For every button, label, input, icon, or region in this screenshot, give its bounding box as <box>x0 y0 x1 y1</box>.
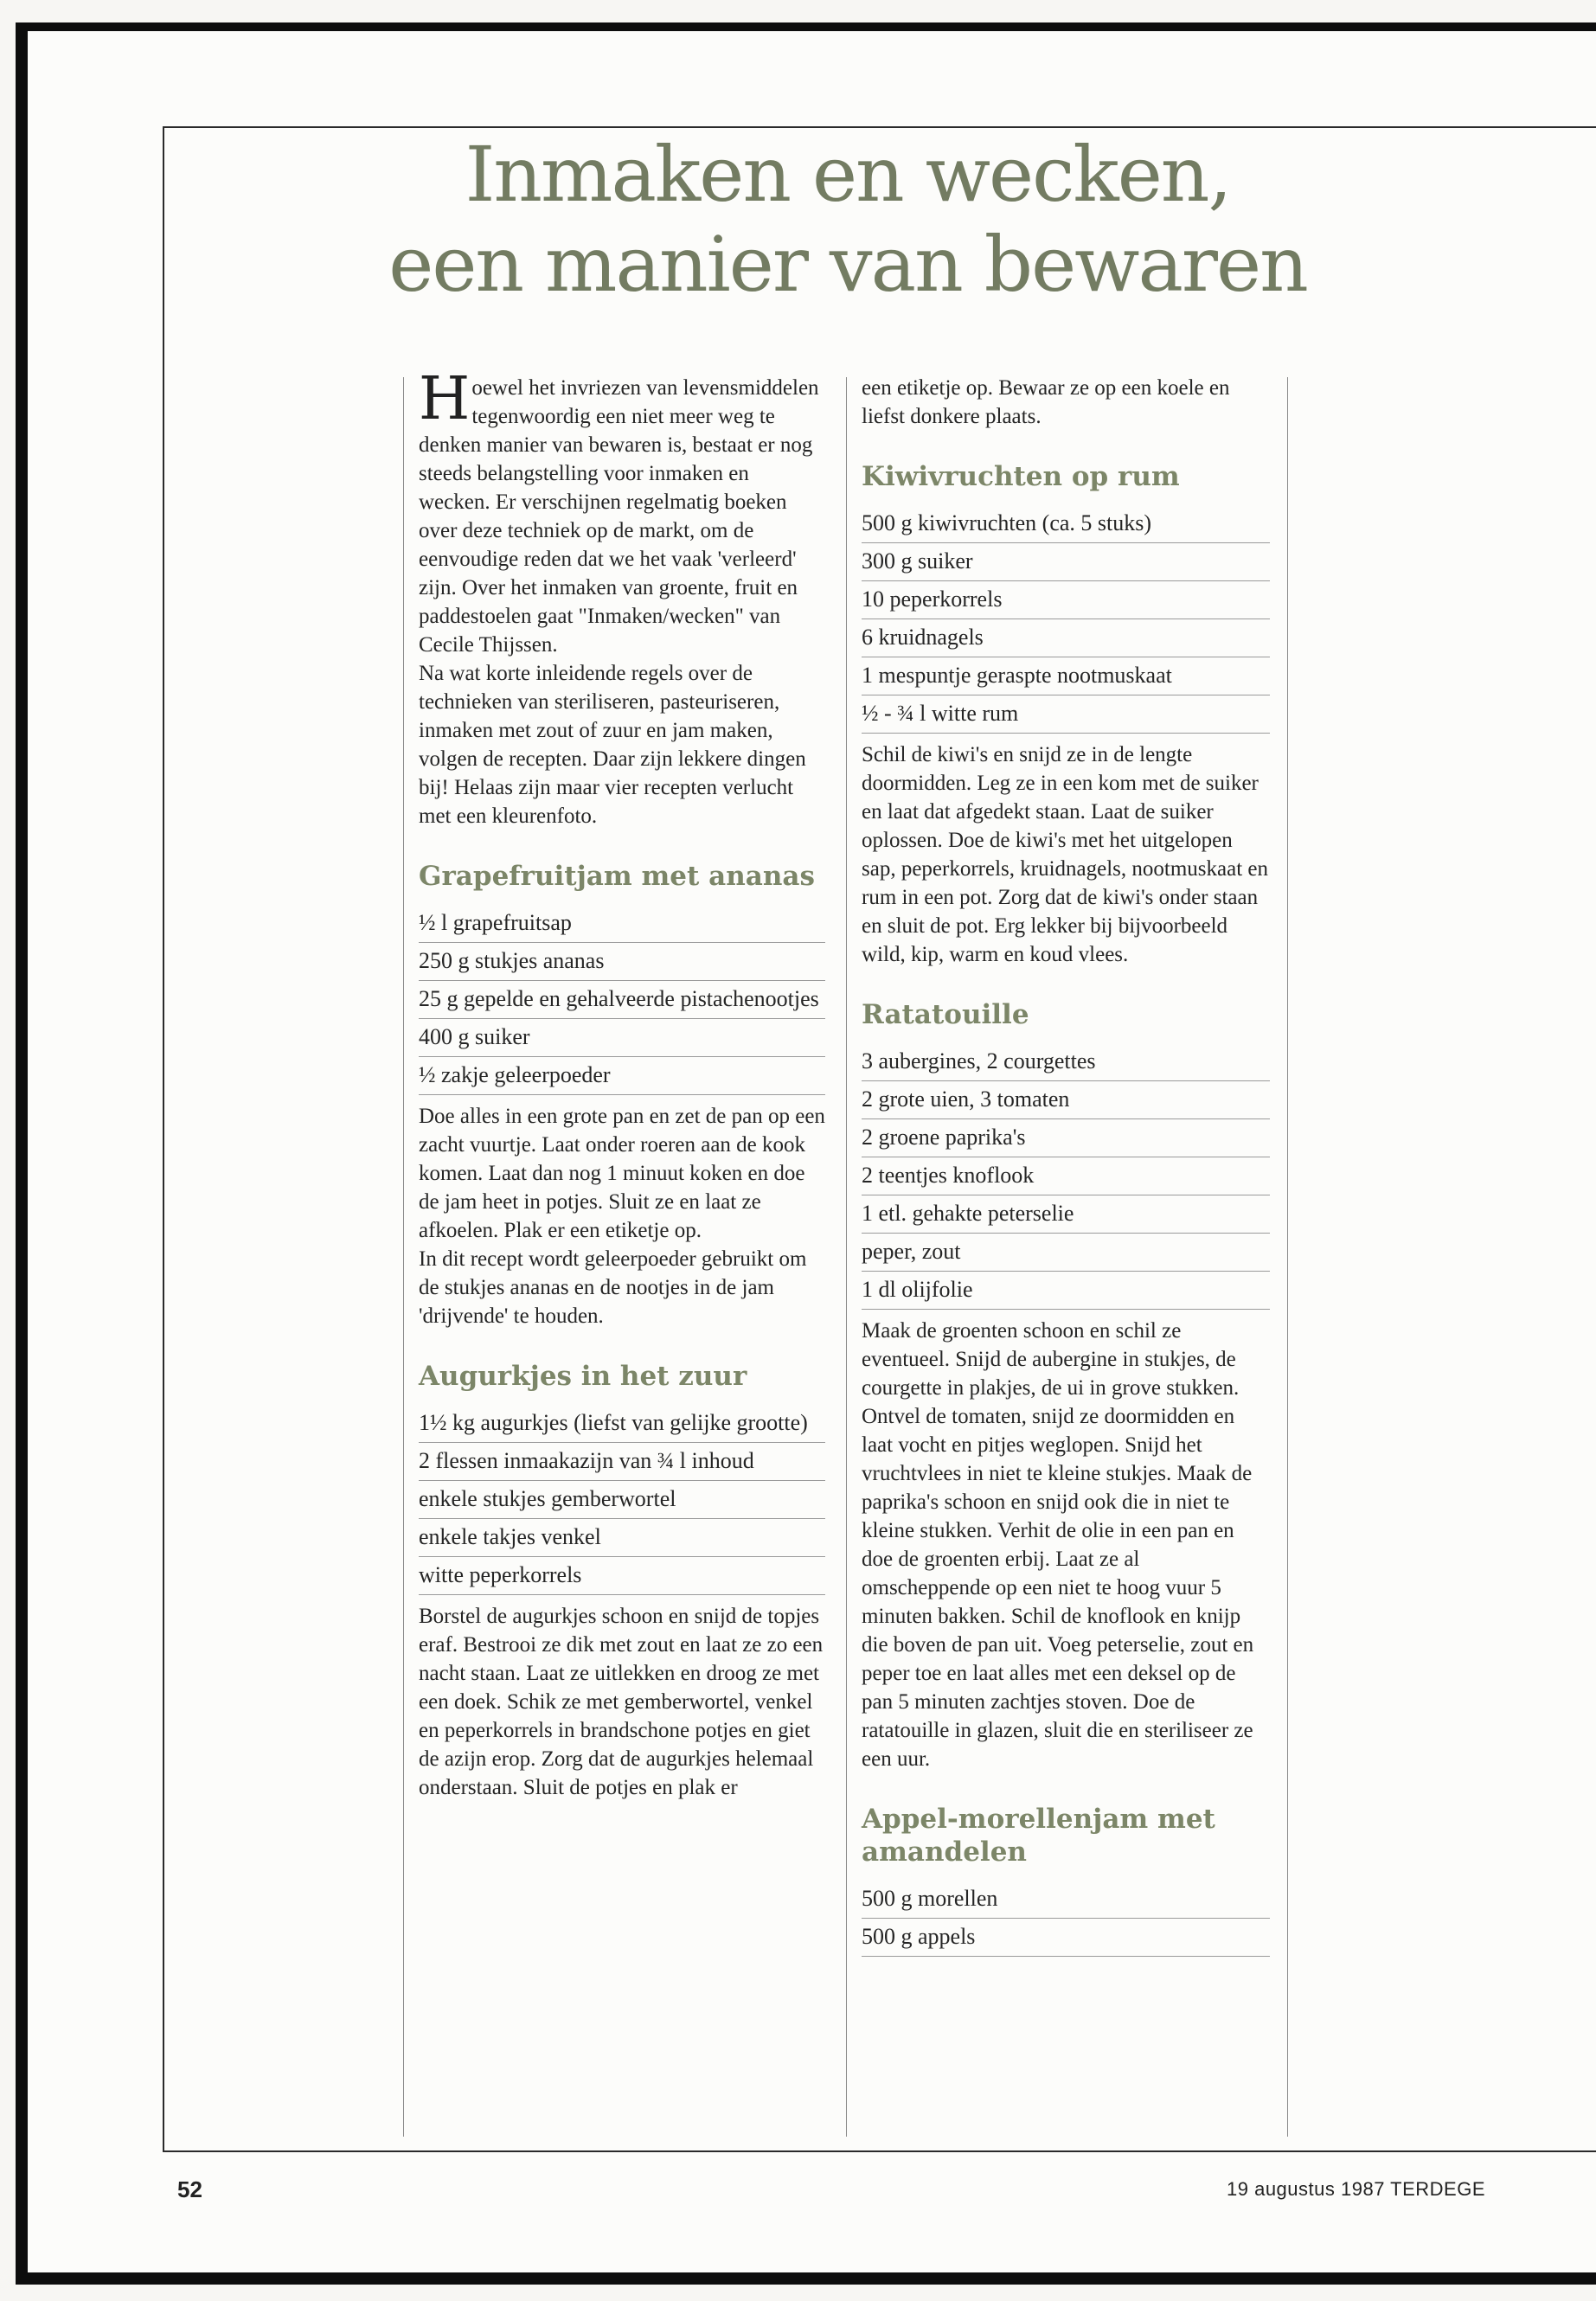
ingredient-item: witte peperkorrels <box>419 1557 825 1595</box>
recipe-heading-augurkjes: Augurkjes in het zuur <box>419 1361 747 1392</box>
ingredient-item: 250 g stukjes ananas <box>419 943 825 981</box>
column-right <box>862 374 1270 1957</box>
publication-date: 19 augustus 1987 TERDEGE <box>1227 2178 1485 2200</box>
ingredient-item: 2 grote uien, 3 tomaten <box>862 1081 1270 1119</box>
ingredient-item: 2 groene paprika's <box>862 1119 1270 1157</box>
recipe-instructions-kiwivruchten: Schil de kiwi's en snijd ze in de lengte doormidden. Leg ze in een kom met de suiker en laat dat afgedekt staan. Laat de suiker oplossen. Doe de kiwi's met het uitgelopen sap, peperkorrels, kruidnagels, nootmuskaat en rum in een pot. Zorg dat de kiwi's onder staan en sluit de pot. Erg lekker bij bijvoorbeeld wild, kip, warm en koud vlees. <box>862 743 1269 966</box>
ingredient-item: enkele takjes venkel <box>419 1519 825 1557</box>
recipe-instructions-augurkjes-continued: een etiketje op. Bewaar ze op een koele en liefst donkere plaats. <box>862 376 1230 428</box>
title-line-2: een manier van bewaren <box>388 220 1307 309</box>
ingredient-item: 300 g suiker <box>862 543 1270 581</box>
ingredient-item: ½ l grapefruitsap <box>419 905 825 943</box>
column-left <box>419 365 825 1802</box>
recipe-heading-appel-morellenjam: Appel-morellenjam met amandelen <box>862 1804 1215 1868</box>
ingredient-item: 1 dl olijfolie <box>862 1272 1270 1310</box>
title-line-1: Inmaken en wecken, <box>465 130 1231 219</box>
ingredient-item: 400 g suiker <box>419 1019 825 1057</box>
ingredient-item: 2 flessen inmaakazijn van ¾ l inhoud <box>419 1443 825 1481</box>
recipe-heading-kiwivruchten: Kiwivruchten op rum <box>862 461 1180 492</box>
ingredient-item: 500 g morellen <box>862 1881 1270 1919</box>
recipe-heading-ratatouille: Ratatouille <box>862 999 1029 1030</box>
intro-text <box>419 365 825 830</box>
recipe-note-grapefruitjam: In dit recept wordt geleerpoeder gebruikt om de stukjes ananas en de nootjes in de jam 'drijvende' te houden. <box>419 1247 807 1328</box>
ingredient-item: 2 teentjes knoflook <box>862 1157 1270 1195</box>
ingredient-item: peper, zout <box>862 1234 1270 1272</box>
drop-cap: H <box>419 365 471 433</box>
ingredient-item: 500 g kiwivruchten (ca. 5 stuks) <box>862 505 1270 543</box>
recipe-instructions-augurkjes: Borstel de augurkjes schoon en snijd de topjes eraf. Bestrooi ze dik met zout en laat ze zo een nacht staan. Laat ze uitlekken en droog ze met een doek. Schik ze met gemberwortel, venkel en peperkorrels in brandschone potjes en giet de azijn erop. Zorg dat de augurkjes helemaal onderstaan. Sluit de potjes en plak er <box>419 1605 824 1799</box>
ingredient-item: 3 aubergines, 2 courgettes <box>862 1043 1270 1081</box>
column-rule-left <box>403 377 404 2137</box>
ingredient-item: 1 etl. gehakte peterselie <box>862 1195 1270 1234</box>
ingredient-item: ½ - ¾ l witte rum <box>862 695 1270 734</box>
intro-paragraph-2: Na wat korte inleidende regels over de technieken van steriliseren, pasteuriseren, inmaken met zout of zuur en jam maken, volgen de recepten. Daar zijn lekkere dingen bij! Helaas zijn maar vier recepten verlucht met een kleurenfoto. <box>419 662 806 828</box>
ingredient-item: 6 kruidnagels <box>862 619 1270 657</box>
column-rule-middle <box>846 377 847 2137</box>
page-number: 52 <box>177 2176 202 2202</box>
intro-paragraph-1: oewel het invriezen van levensmiddelen tegenwoordig een niet meer weg te denken manier van bewaren is, bestaat er nog steeds belangstelling voor inmaken en wecken. Er verschijnen regelmatig boeken over deze techniek op de markt, om de eenvoudige reden dat we het vaak 'verleerd' zijn. Over het inmaken van groente, fruit en paddestoelen gaat "Inmaken/wecken" van Cecile Thijssen. <box>419 376 819 657</box>
ingredient-item: 1 mespuntje geraspte nootmuskaat <box>862 657 1270 695</box>
recipe-heading-grapefruitjam: Grapefruitjam met ananas <box>419 861 815 892</box>
article-title <box>311 130 1384 310</box>
ingredient-item: 25 g gepelde en gehalveerde pistachenootjes <box>419 981 825 1019</box>
ingredient-item: 500 g appels <box>862 1919 1270 1957</box>
ingredient-item: 1½ kg augurkjes (liefst van gelijke grootte) <box>419 1405 825 1443</box>
ingredient-item: enkele stukjes gemberwortel <box>419 1481 825 1519</box>
ingredient-item: ½ zakje geleerpoeder <box>419 1057 825 1095</box>
column-rule-right <box>1287 377 1288 2137</box>
recipe-instructions-ratatouille: Maak de groenten schoon en schil ze eventueel. Snijd de aubergine in stukjes, de courgette in plakjes, de ui in grove stukken. Ontvel de tomaten, snijd ze doormidden en laat vocht en pitjes weglopen. Snijd het vruchtvlees in niet te kleine stukjes. Maak de paprika's schoon en snijd ook die in niet te kleine stukken. Verhit de olie in een pan en doe de groenten erbij. Laat ze al omscheppende op een niet te hoog vuur 5 minuten bakken. Schil de knoflook en knijp die boven de pan uit. Voeg peterselie, zout en peper toe en laat alles met een deksel op de pan 5 minuten zachtjes stoven. Doe de ratatouille in glazen, sluit die en steriliseer ze een uur. <box>862 1319 1254 1771</box>
ingredient-item: 10 peperkorrels <box>862 581 1270 619</box>
recipe-instructions-grapefruitjam: Doe alles in een grote pan en zet de pan op een zacht vuurtje. Laat onder roeren aan de kook komen. Laat dan nog 1 minuut koken en doe de jam heet in potjes. Sluit ze en laat ze afkoelen. Plak er een etiketje op. <box>419 1105 825 1242</box>
